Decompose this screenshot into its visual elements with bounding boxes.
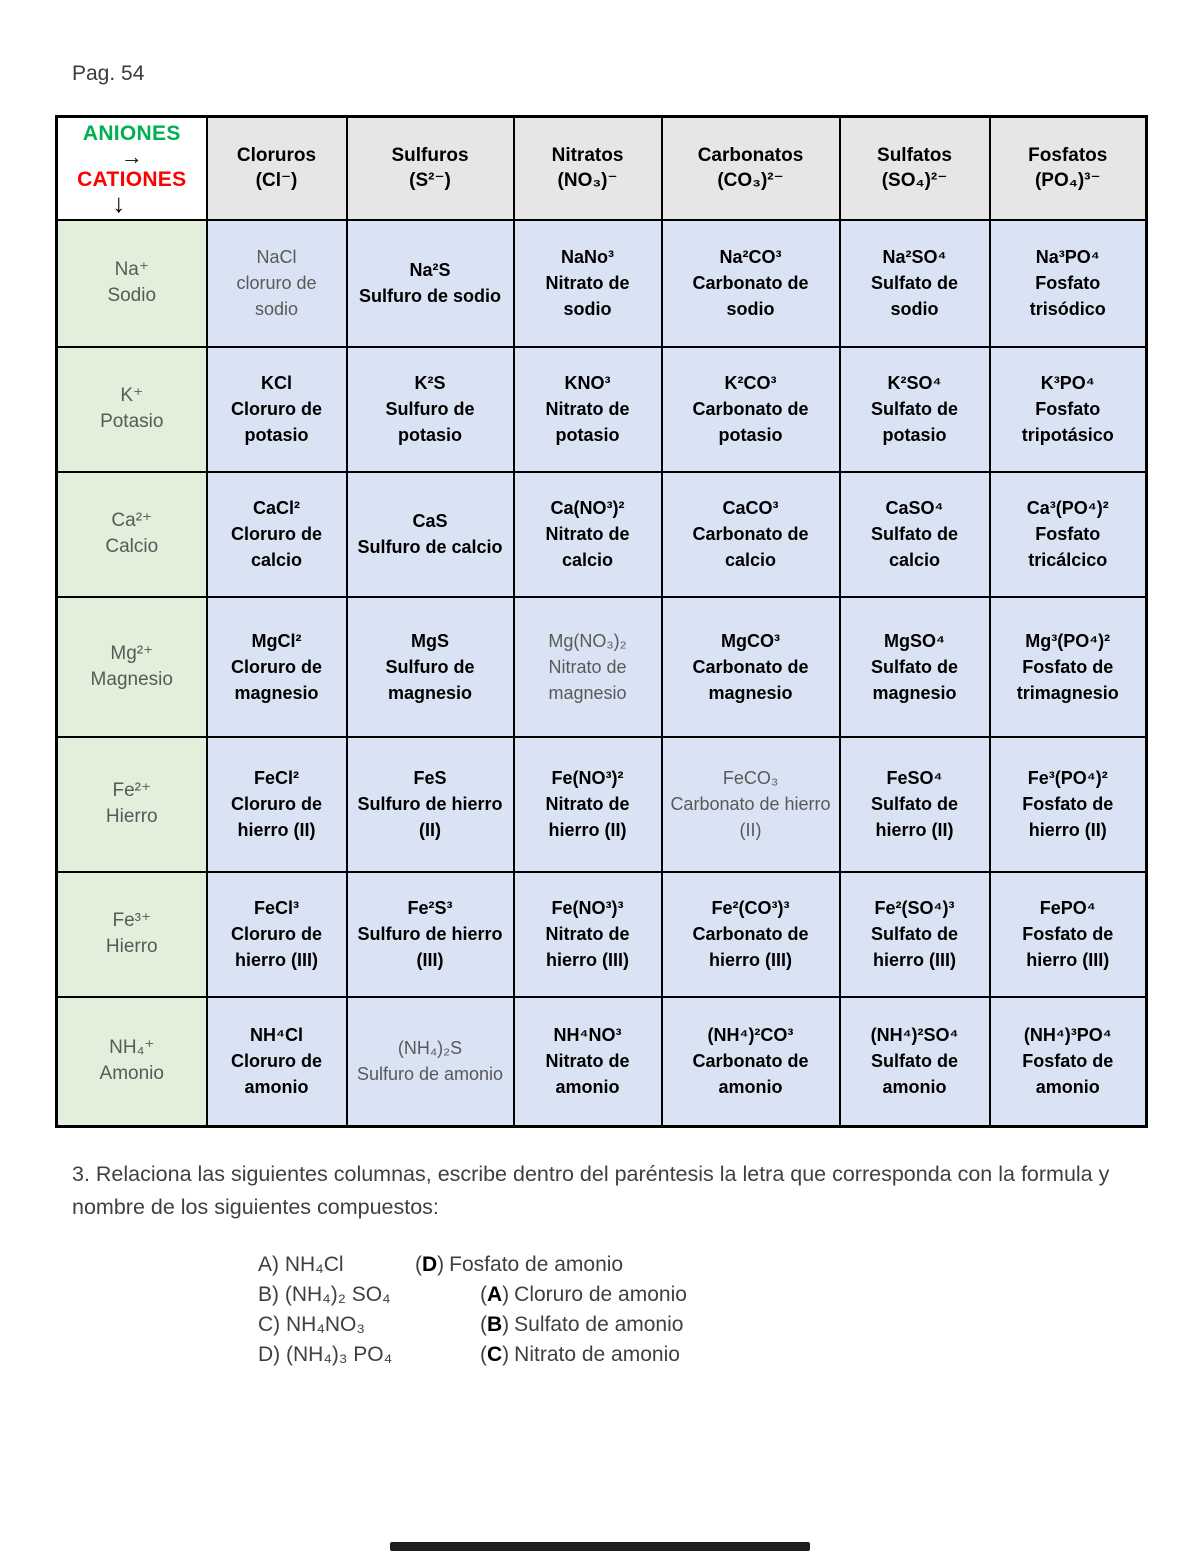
answer-letter: C (487, 1343, 503, 1366)
table-header-row (57, 117, 1147, 220)
compound-cell (347, 872, 514, 997)
compound-formula: FeCl³ (254, 898, 299, 918)
anion-formula: (SO₄)²⁻ (881, 170, 948, 192)
anion-name: Carbonatos (697, 144, 804, 166)
match-item (258, 1283, 687, 1313)
compound-name: Carbonato de hierro (III) (692, 924, 809, 970)
compound-cell (207, 737, 347, 872)
compound-cell (662, 597, 840, 737)
compound-formula: MgCl² (251, 630, 302, 651)
cation-cell (57, 347, 207, 472)
compound-formula: CaS (412, 511, 448, 531)
compound-cell (207, 997, 347, 1127)
cation-formula: Ca²⁺ (111, 510, 153, 531)
compound-formula: FeCO₃ (722, 768, 779, 788)
compound-cell (662, 472, 840, 597)
compound-formula: KNO³ (564, 373, 611, 393)
compound-name: Carbonato de magnesio (692, 656, 809, 703)
compound-formula: MgS (411, 630, 449, 651)
aniones-label: ANIONES (82, 122, 181, 146)
compound-formula: Fe³(PO⁴)² (1027, 768, 1108, 788)
compound-formula: Na²S (409, 260, 451, 280)
compound-name: Fosfato tricálcico (1028, 524, 1108, 570)
compound-name: Sulfuro de hierro (II) (357, 794, 503, 840)
compound-name: Carbonato de amonio (692, 1051, 809, 1098)
anion-name: Nitratos (551, 144, 624, 166)
compound-cell (207, 472, 347, 597)
compound-cell (207, 872, 347, 997)
compound-cell (662, 220, 840, 347)
compound-name: Fosfato tripotásico (1021, 399, 1114, 445)
compound-name: Sulfuro de amonio (356, 1064, 504, 1085)
match-formula: A) NH₄Cl (258, 1253, 344, 1276)
cation-name: Magnesio (90, 668, 173, 690)
cation-cell (57, 220, 207, 347)
answer-open-paren: ( (480, 1313, 487, 1336)
anion-header (207, 117, 347, 220)
compound-name: Sulfuro de potasio (385, 399, 475, 445)
compound-name: Nitrato de hierro (III) (545, 924, 630, 970)
compound-cell (840, 872, 990, 997)
compound-formula: Ca(NO³)² (550, 498, 625, 518)
compound-name: Carbonato de sodio (692, 273, 809, 319)
compound-formula: Na³PO⁴ (1035, 247, 1100, 267)
compound-name: Sulfato de sodio (870, 273, 958, 319)
compound-name: Cloruro de hierro (III) (230, 924, 322, 970)
answer-label: Cloruro de amonio (514, 1283, 687, 1306)
compound-formula: FePO⁴ (1039, 898, 1096, 918)
compound-cell (840, 737, 990, 872)
compound-formula: NH⁴NO³ (553, 1025, 622, 1046)
compound-formula: CaSO⁴ (885, 498, 944, 518)
anion-header (990, 117, 1147, 220)
match-formula: C) NH₄NO₃ (258, 1313, 365, 1336)
answer-letter: A (487, 1283, 503, 1306)
cation-formula: NH₄⁺ (109, 1037, 155, 1059)
compound-cell (347, 597, 514, 737)
compound-cell (990, 347, 1147, 472)
anion-formula: (S²⁻) (409, 170, 451, 192)
anion-header (662, 117, 840, 220)
compound-cell (990, 997, 1147, 1127)
table-row (57, 597, 1147, 737)
cation-formula: Mg²⁺ (110, 642, 154, 664)
compound-cell (990, 597, 1147, 737)
compound-name: Cloruro de hierro (II) (230, 794, 322, 840)
compound-cell (347, 997, 514, 1127)
compounds-table (55, 115, 1148, 1128)
anion-name: Sulfuros (391, 144, 469, 166)
compound-cell (514, 737, 662, 872)
compound-cell (662, 737, 840, 872)
compound-name: Nitrato de calcio (545, 524, 630, 570)
compound-name: Nitrato de hierro (II) (545, 794, 630, 840)
table-row (57, 737, 1147, 872)
cation-name: Hierro (105, 806, 158, 827)
compound-cell (840, 997, 990, 1127)
match-formula: D) (NH₄)₃ PO₄ (258, 1343, 393, 1366)
answer-label: Sulfato de amonio (514, 1313, 684, 1336)
match-item (258, 1343, 687, 1373)
answer-label: Nitrato de amonio (514, 1343, 680, 1366)
answer-close-paren: ) (502, 1313, 510, 1336)
compound-cell (840, 220, 990, 347)
compound-name: Nitrato de amonio (545, 1051, 630, 1098)
arrow-right-icon: → (120, 144, 143, 170)
compound-formula: Fe(NO³)³ (551, 898, 624, 918)
compound-cell (514, 472, 662, 597)
cation-cell (57, 872, 207, 997)
compound-formula: Mg³(PO⁴)² (1025, 630, 1111, 651)
compound-formula: MgSO⁴ (884, 630, 945, 651)
compound-formula: MgCO³ (721, 630, 780, 651)
compound-formula: FeS (413, 768, 447, 788)
compound-cell (662, 347, 840, 472)
cation-cell (57, 997, 207, 1127)
compound-formula: FeSO⁴ (886, 768, 943, 788)
match-item (258, 1253, 687, 1283)
compound-cell (990, 472, 1147, 597)
compound-cell (347, 347, 514, 472)
page-label: Pag. 54 (72, 62, 145, 85)
cation-formula: Fe³⁺ (112, 910, 152, 931)
compound-formula: FeCl² (254, 768, 299, 788)
table-row (57, 872, 1147, 997)
anion-header (840, 117, 990, 220)
compound-name: Sulfuro de magnesio (385, 656, 475, 703)
answer-close-paren: ) (502, 1343, 510, 1366)
compound-formula: Na²SO⁴ (882, 247, 947, 267)
compound-name: Carbonato de hierro (II) (670, 794, 831, 840)
answer-letter: D (422, 1253, 438, 1276)
compound-name: Sulfato de hierro (II) (870, 794, 958, 840)
cation-cell (57, 472, 207, 597)
compound-formula: Fe²(CO³)³ (711, 898, 790, 918)
compound-formula: K³PO⁴ (1040, 373, 1095, 393)
answer-open-paren: ( (415, 1253, 422, 1276)
compound-cell (514, 347, 662, 472)
answer-label: Fosfato de amonio (449, 1253, 624, 1276)
compound-formula: CaCO³ (722, 498, 779, 518)
answer-letter: B (487, 1313, 503, 1336)
answer-close-paren: ) (437, 1253, 445, 1276)
cationes-label: CATIONES (77, 168, 187, 192)
compound-name: Sulfato de hierro (III) (870, 924, 958, 970)
compound-cell (207, 220, 347, 347)
compound-cell (990, 220, 1147, 347)
exercise-prompt: 3. Relaciona las siguientes columnas, escribe dentro del paréntesis la letra que corresponda con la formula y nombre de los siguientes compuestos: (72, 1162, 1110, 1220)
compound-formula: CaCl² (252, 498, 300, 518)
compound-name: Nitrato de magnesio (548, 656, 627, 703)
compound-name: Sulfuro de calcio (357, 537, 503, 557)
anion-formula: (Cl⁻) (255, 170, 298, 192)
anion-header (514, 117, 662, 220)
anion-header (347, 117, 514, 220)
compound-name: Fosfato de hierro (II) (1022, 794, 1114, 840)
compound-name: Cloruro de calcio (230, 524, 322, 570)
compound-name: Fosfato trisódico (1029, 273, 1106, 319)
compound-cell (514, 997, 662, 1127)
table-row (57, 220, 1147, 347)
table-row (57, 997, 1147, 1127)
match-list (258, 1253, 687, 1373)
compound-formula: K²SO⁴ (887, 373, 942, 393)
compound-cell (990, 872, 1147, 997)
cation-formula: K⁺ (120, 385, 144, 406)
compound-name: cloruro de sodio (236, 273, 317, 319)
compound-name: Sulfuro de hierro (III) (357, 924, 503, 970)
compound-name: Fosfato de amonio (1022, 1051, 1114, 1098)
bottom-bar (390, 1542, 810, 1551)
table-row (57, 472, 1147, 597)
compound-cell (207, 347, 347, 472)
compound-formula: NaNo³ (561, 247, 614, 267)
cation-name: Sodio (107, 285, 157, 306)
compound-formula: K²CO³ (724, 373, 777, 393)
compound-formula: (NH⁴)²CO³ (707, 1025, 794, 1046)
compound-cell (207, 597, 347, 737)
answer-open-paren: ( (480, 1343, 487, 1366)
compound-name: Cloruro de potasio (230, 399, 322, 445)
compound-name: Sulfato de potasio (870, 399, 958, 445)
compound-formula: NaCl (256, 247, 297, 267)
compound-formula: (NH₄)₂S (397, 1038, 463, 1059)
compound-name: Cloruro de magnesio (230, 656, 322, 703)
compound-formula: Fe²S³ (407, 898, 453, 918)
compound-cell (840, 347, 990, 472)
compound-name: Nitrato de potasio (545, 399, 630, 445)
compound-name: Carbonato de calcio (692, 524, 809, 570)
cation-name: Calcio (105, 536, 159, 557)
compound-name: Sulfuro de sodio (359, 286, 501, 306)
compound-name: Sulfato de amonio (870, 1051, 958, 1098)
arrow-down-icon: ↓ (112, 188, 126, 219)
answer-open-paren: ( (480, 1283, 487, 1306)
compound-formula: Fe(NO³)² (551, 768, 624, 788)
compound-cell (347, 220, 514, 347)
compound-formula: (NH⁴)³PO⁴ (1023, 1025, 1112, 1046)
compound-name: Fosfato de hierro (III) (1022, 924, 1114, 970)
compound-formula: Na²CO³ (719, 247, 782, 267)
compound-cell (662, 997, 840, 1127)
answer-close-paren: ) (502, 1283, 510, 1306)
cation-cell (57, 737, 207, 872)
compound-cell (347, 472, 514, 597)
cation-name: Potasio (100, 411, 164, 432)
compound-formula: Ca³(PO⁴)² (1026, 498, 1109, 518)
anion-name: Sulfatos (877, 144, 952, 166)
anion-formula: (NO₃)⁻ (557, 170, 618, 192)
match-item (258, 1313, 687, 1343)
match-formula: B) (NH₄)₂ SO₄ (258, 1283, 391, 1306)
compound-name: Fosfato de trimagnesio (1016, 656, 1119, 703)
compound-cell (662, 872, 840, 997)
compound-cell (514, 220, 662, 347)
compound-name: Sulfato de calcio (870, 524, 958, 570)
compound-cell (514, 597, 662, 737)
compound-name: Cloruro de amonio (230, 1051, 322, 1098)
compound-formula: Mg(NO₃)₂ (548, 630, 627, 651)
corner-cell (57, 117, 207, 220)
compound-cell (990, 737, 1147, 872)
anion-name: Cloruros (236, 144, 317, 166)
compound-name: Nitrato de sodio (545, 273, 630, 319)
anion-formula: (CO₃)²⁻ (717, 170, 784, 192)
compound-name: Sulfato de magnesio (870, 656, 958, 703)
cation-cell (57, 597, 207, 737)
compound-cell (347, 737, 514, 872)
cation-name: Amonio (99, 1063, 164, 1085)
compound-name: Carbonato de potasio (692, 399, 809, 445)
anion-formula: (PO₄)³⁻ (1034, 170, 1101, 192)
anion-name: Fosfatos (1028, 144, 1108, 166)
compound-formula: Fe²(SO⁴)³ (874, 898, 955, 918)
compound-formula: NH⁴Cl (250, 1025, 303, 1046)
cation-name: Hierro (105, 936, 158, 957)
table-row (57, 347, 1147, 472)
compound-cell (840, 472, 990, 597)
cation-formula: Na⁺ (114, 259, 149, 280)
compound-formula: K²S (414, 373, 446, 393)
compound-formula: KCl (261, 373, 292, 393)
compound-cell (840, 597, 990, 737)
cation-formula: Fe²⁺ (112, 780, 152, 801)
compound-formula: (NH⁴)²SO⁴ (870, 1025, 959, 1046)
compound-cell (514, 872, 662, 997)
